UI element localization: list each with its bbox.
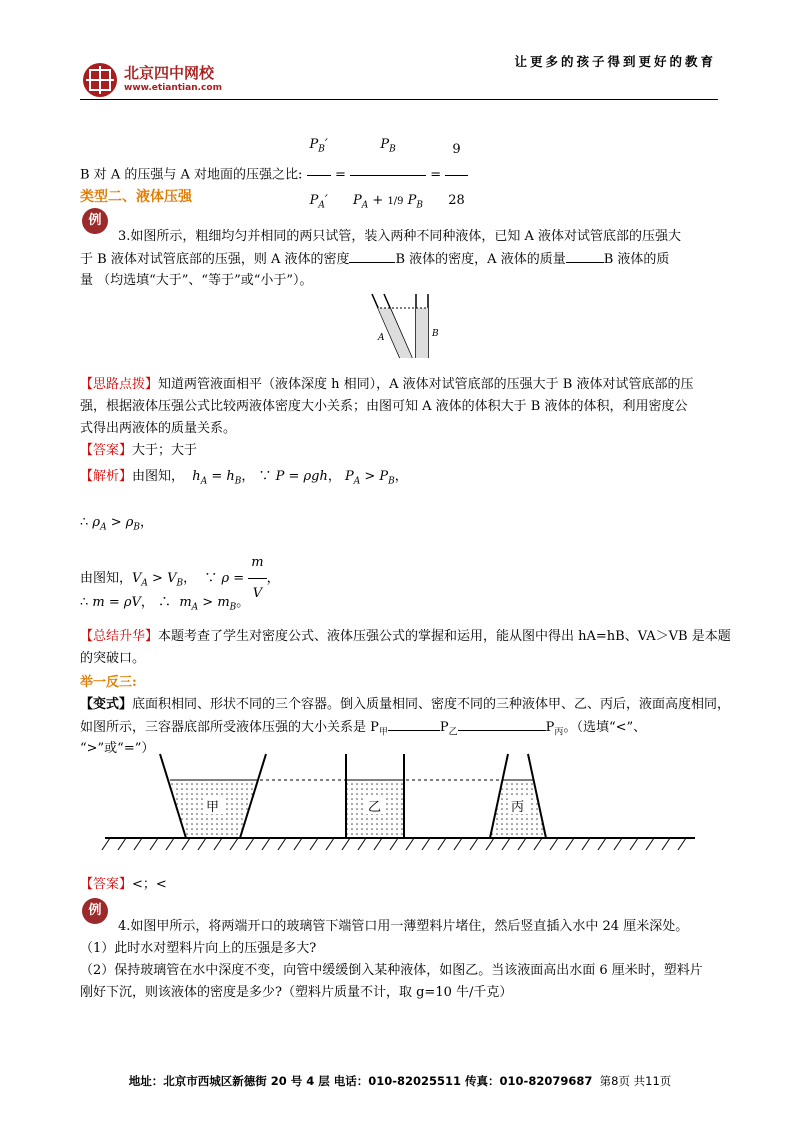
test-tube-figure bbox=[360, 292, 440, 364]
footer-page: 第8页 共11页 bbox=[599, 1074, 672, 1088]
summary-line2: 的突破口。 bbox=[80, 651, 146, 666]
q4-line1: 4.如图甲所示，将两端开口的玻璃管下端管口用一薄塑料片堵住，然后竖直插入水中 24 厘米深处。 bbox=[118, 919, 689, 934]
step-volume: 由图知，$V_A > V_B$， ∵ ρ = $\frac{m}{V}$ ， bbox=[80, 548, 280, 578]
footer bbox=[0, 1073, 800, 1089]
logo bbox=[80, 60, 280, 100]
ratio-frac-result: $\frac{9}{28}$ bbox=[445, 125, 468, 226]
q4-line2: （1）此时水对塑料片向上的压强是多大? bbox=[80, 941, 317, 956]
ratio-line: B 对 A 的压强与 A 对地面的压强之比: $\frac{P_B'}{P_A'}$ = $\frac{P_B}{P_A + 1/9 P_B}$ = $\frac{9}{28}$ bbox=[80, 120, 468, 170]
analysis-line: 【解析】由图知， $h_A = h_B$， ∵ P = ρgh， $P_A > P_B$， bbox=[80, 469, 408, 487]
svg-text:A: A bbox=[378, 333, 385, 343]
tip-line3: 式得出两液体的质量关系。 bbox=[80, 421, 237, 436]
logo-emblem-icon bbox=[80, 60, 122, 100]
svg-text:甲: 甲 bbox=[206, 800, 220, 815]
answer2-line: 【答案】<；< bbox=[80, 877, 167, 892]
variant-line3: “>”或“=”） bbox=[80, 741, 155, 756]
svg-text:B: B bbox=[432, 329, 439, 339]
step-mass: ∴ m = ρV， ∴ $m_A > m_B$。 bbox=[80, 595, 250, 613]
q4-line4: 刚好下沉，则该液体的密度是多少?（塑料片质量不计，取 g=10 牛/千克） bbox=[80, 985, 513, 1000]
containers-figure bbox=[100, 752, 700, 864]
variant-line1: 【变式】底面积相同、形状不同的三个容器。倒入质量相同、密度不同的三种液体甲、乙、丙后，液面高度相同， bbox=[80, 697, 731, 712]
header-divider bbox=[80, 99, 718, 100]
q3-line1: 3.如图所示，粗细均匀并相同的两只试管，装入两种不同种液体，已知 A 液体对试管底部的压强大 bbox=[118, 229, 682, 244]
blank-1[interactable] bbox=[349, 248, 395, 263]
tip-line2: 强，根据液体压强公式比较两液体密度大小关系；由图可知 A 液体的体积大于 B 液体的体积，利用密度公 bbox=[80, 399, 688, 414]
footer-address: 地址：北京市西城区新德街 20 号 4 层 电话：010-82025511 传真：010-82079687 bbox=[128, 1074, 593, 1088]
blank-2[interactable] bbox=[566, 248, 604, 263]
tip-line1: 【思路点拨】知道两管液面相平（液体深度 h 相同），A 液体对试管底部的压强大于 B 液体对试管底部的压 bbox=[80, 377, 694, 392]
svg-text:丙: 丙 bbox=[511, 800, 525, 815]
ratio-frac-1: $\frac{P_B'}{P_A'}$ bbox=[307, 120, 331, 230]
blank-3[interactable] bbox=[388, 716, 440, 731]
section-heading: 类型二、液体压强 bbox=[80, 189, 192, 205]
logo-url: www.etiantian.com bbox=[124, 83, 222, 93]
step-density: ∴ $\rho_A > \rho_B$， bbox=[80, 515, 154, 533]
header-slogan: 让更多的孩子得到更好的教育 bbox=[514, 54, 716, 69]
jyfs-heading: 举一反三: bbox=[80, 675, 137, 690]
logo-text: 北京四中网校 bbox=[124, 64, 215, 82]
svg-text:乙: 乙 bbox=[368, 800, 382, 815]
q3-line2: 于 B 液体对试管底部的压强，则 A 液体的密度 B 液体的密度，A 液体的质量 B 液体的质 bbox=[80, 248, 669, 271]
example-badge-icon: 例 bbox=[82, 208, 108, 234]
variant-line2: 如图所示，三容器底部所受液体压强的大小关系是 $P_甲$ $P_乙$ $P_丙$。（选填“<”、 bbox=[80, 716, 646, 744]
summary-line1: 【总结升华】本题考查了学生对密度公式、液体压强公式的掌握和运用，能从图中得出 hA=hB、VA＞VB 是本题 bbox=[80, 629, 731, 644]
q3-line3: 量 （均选填“大于”、“等于”或“小于”）。 bbox=[80, 273, 313, 288]
ratio-prefix: B 对 A 的压强与 A 对地面的压强之比: bbox=[80, 167, 303, 183]
example-badge-2-icon: 例 bbox=[82, 898, 108, 924]
q4-line3: （2）保持玻璃管在水中深度不变，向管中缓缓倒入某种液体，如图乙。当该液面高出水面 6 厘米时，塑料片 bbox=[80, 963, 703, 978]
blank-4[interactable] bbox=[458, 716, 546, 731]
answer-line: 【答案】大于；大于 bbox=[80, 443, 198, 458]
ratio-frac-2: $\frac{P_B}{P_A + 1/9 P_B}$ bbox=[350, 120, 426, 230]
